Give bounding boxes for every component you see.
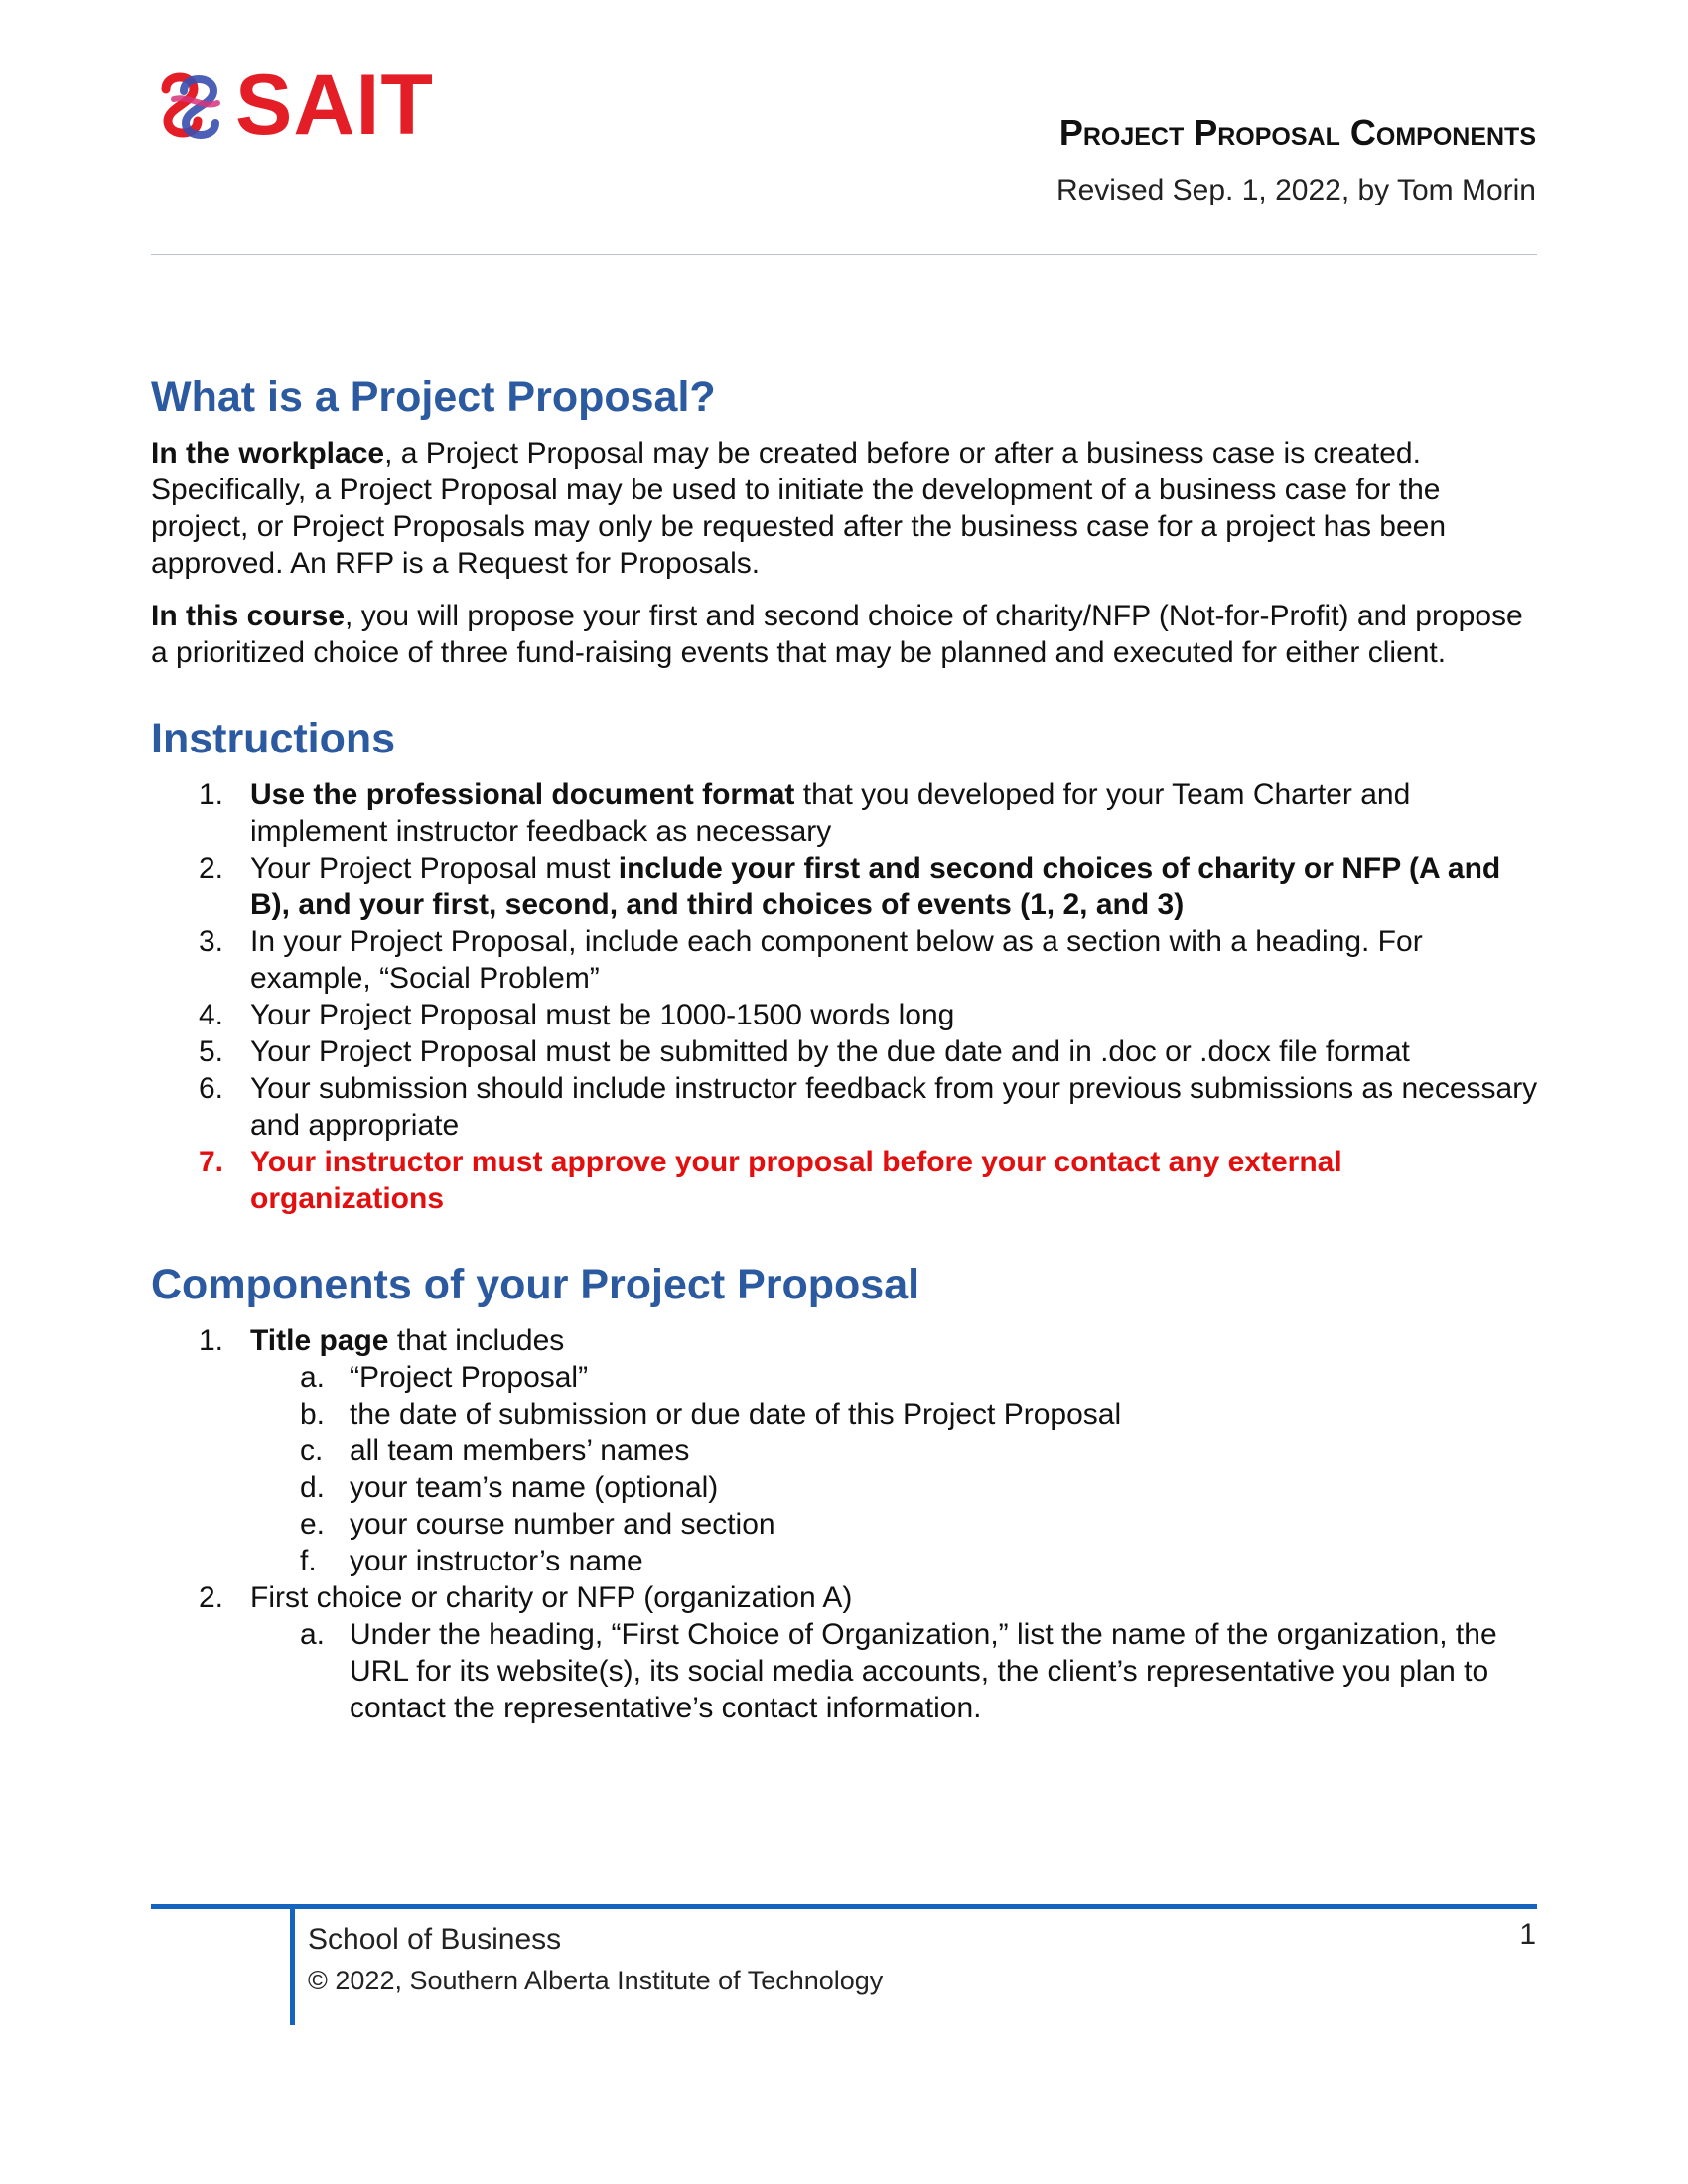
paragraph-course — [151, 598, 1541, 671]
list-number: 7. — [199, 1146, 224, 1178]
sub-list-text: Under the heading, “First Choice of Organization,” list the name of the organization, the URL for its website(s), its social media accounts, the client’s representative you plan to contact the representative’s contact information. — [350, 1618, 1497, 1724]
list-item — [151, 1033, 1541, 1070]
list-item-warning — [151, 1144, 1541, 1217]
section-heading-components: Components of your Project Proposal — [151, 1261, 920, 1308]
paragraph-workplace — [151, 435, 1541, 582]
sub-list-letter: c. — [300, 1434, 324, 1467]
list-item — [151, 776, 1541, 850]
sub-list-item — [250, 1616, 1541, 1726]
list-number: 4. — [199, 999, 224, 1031]
paragraph-workplace-lead: In the workplace — [151, 437, 385, 470]
list-item-text: that you developed for your Team Charter and implement instructor feedback as necessary — [250, 778, 1411, 848]
sub-list-letter: e. — [300, 1508, 326, 1541]
sub-list-letter: f. — [300, 1545, 317, 1577]
sait-logo — [154, 58, 434, 153]
list-item-text: that includes — [388, 1324, 565, 1357]
sub-list-letter: a. — [300, 1618, 326, 1651]
sub-list-text: your course number and section — [350, 1508, 775, 1541]
list-item-text: Your Project Proposal must be 1000-1500 words long — [250, 999, 955, 1031]
list-number: 3. — [199, 925, 224, 958]
footer-copyright: © 2022, Southern Alberta Institute of Technology — [308, 1966, 884, 1995]
list-number: 2. — [199, 852, 224, 885]
list-item-bold: Title page — [250, 1324, 389, 1357]
list-item-text: First choice or charity or NFP (organization A) — [250, 1581, 853, 1614]
sub-list-item — [250, 1469, 1541, 1506]
footer-department: School of Business — [308, 1923, 562, 1956]
list-number: 2. — [199, 1581, 224, 1614]
title-page-sublist — [250, 1359, 1541, 1579]
sait-logo-icon — [154, 69, 225, 141]
list-item-text: In your Project Proposal, include each component below as a section with a heading. For example, “Social Problem” — [250, 925, 1423, 995]
list-item-text: Your Project Proposal must be submitted by the due date and in .doc or .docx file format — [250, 1035, 1410, 1068]
sub-list-item — [250, 1396, 1541, 1433]
instructions-list — [151, 776, 1541, 1217]
section-heading-instructions: Instructions — [151, 715, 396, 762]
header-divider — [151, 254, 1537, 255]
section-heading-what-is: What is a Project Proposal? — [151, 373, 716, 421]
list-item — [151, 1579, 1541, 1726]
list-item-text: Your Project Proposal must — [250, 852, 619, 885]
sub-list-letter: a. — [300, 1361, 326, 1394]
list-item-bold: include your first and second choices of charity or NFP (A and B), and your first, second, and third choices of events (1, 2, and 3) — [250, 852, 1501, 921]
document-title: Project Proposal Components — [1058, 112, 1536, 153]
footer-divider — [151, 1904, 1537, 1909]
document-body — [151, 369, 1541, 1726]
sub-list-item — [250, 1433, 1541, 1469]
revision-note: Revised Sep. 1, 2022, by Tom Morin — [1055, 174, 1536, 206]
sub-list-item — [250, 1506, 1541, 1543]
sub-list-item — [250, 1543, 1541, 1579]
list-item — [151, 997, 1541, 1033]
paragraph-course-text: , you will propose your first and second choice of charity/NFP (Not-for-Profit) and propose a prioritized choice of three fund-raising events that may be planned and executed for either client. — [151, 600, 1523, 669]
list-item-text: Your instructor must approve your proposal before your contact any external organizations — [250, 1146, 1342, 1215]
footer-accent-bar — [290, 1909, 295, 2025]
list-number: 6. — [199, 1072, 224, 1105]
sub-list-item — [250, 1359, 1541, 1396]
list-item — [151, 1070, 1541, 1144]
list-number: 1. — [199, 778, 224, 811]
paragraph-course-lead: In this course — [151, 600, 346, 632]
list-number: 5. — [199, 1035, 224, 1068]
list-number: 1. — [199, 1324, 224, 1357]
sub-list-text: your instructor’s name — [350, 1545, 643, 1577]
sub-list-text: the date of submission or due date of this Project Proposal — [350, 1398, 1122, 1431]
sub-list-text: your team’s name (optional) — [350, 1471, 719, 1504]
list-item-bold: Use the professional document format — [250, 778, 795, 811]
first-choice-sublist — [250, 1616, 1541, 1726]
sub-list-letter: d. — [300, 1471, 326, 1504]
list-item-text: Your submission should include instructor feedback from your previous submissions as necessary and appropriate — [250, 1072, 1538, 1142]
components-list — [151, 1322, 1541, 1726]
list-item — [151, 923, 1541, 997]
list-item — [151, 850, 1541, 923]
sub-list-text: “Project Proposal” — [350, 1361, 589, 1394]
sait-logo-wordmark: SAIT — [235, 58, 434, 153]
paragraph-workplace-text: , a Project Proposal may be created before or after a business case is created. Specifically, a Project Proposal may be used to initiate the development of a business case for the project, or Project Proposals may only be requested after the business case for a project has been approved. An RFP is a Request for Proposals. — [151, 437, 1447, 580]
sub-list-text: all team members’ names — [350, 1434, 690, 1467]
page-number: 1 — [1519, 1918, 1536, 1951]
sub-list-letter: b. — [300, 1398, 326, 1431]
list-item — [151, 1322, 1541, 1579]
